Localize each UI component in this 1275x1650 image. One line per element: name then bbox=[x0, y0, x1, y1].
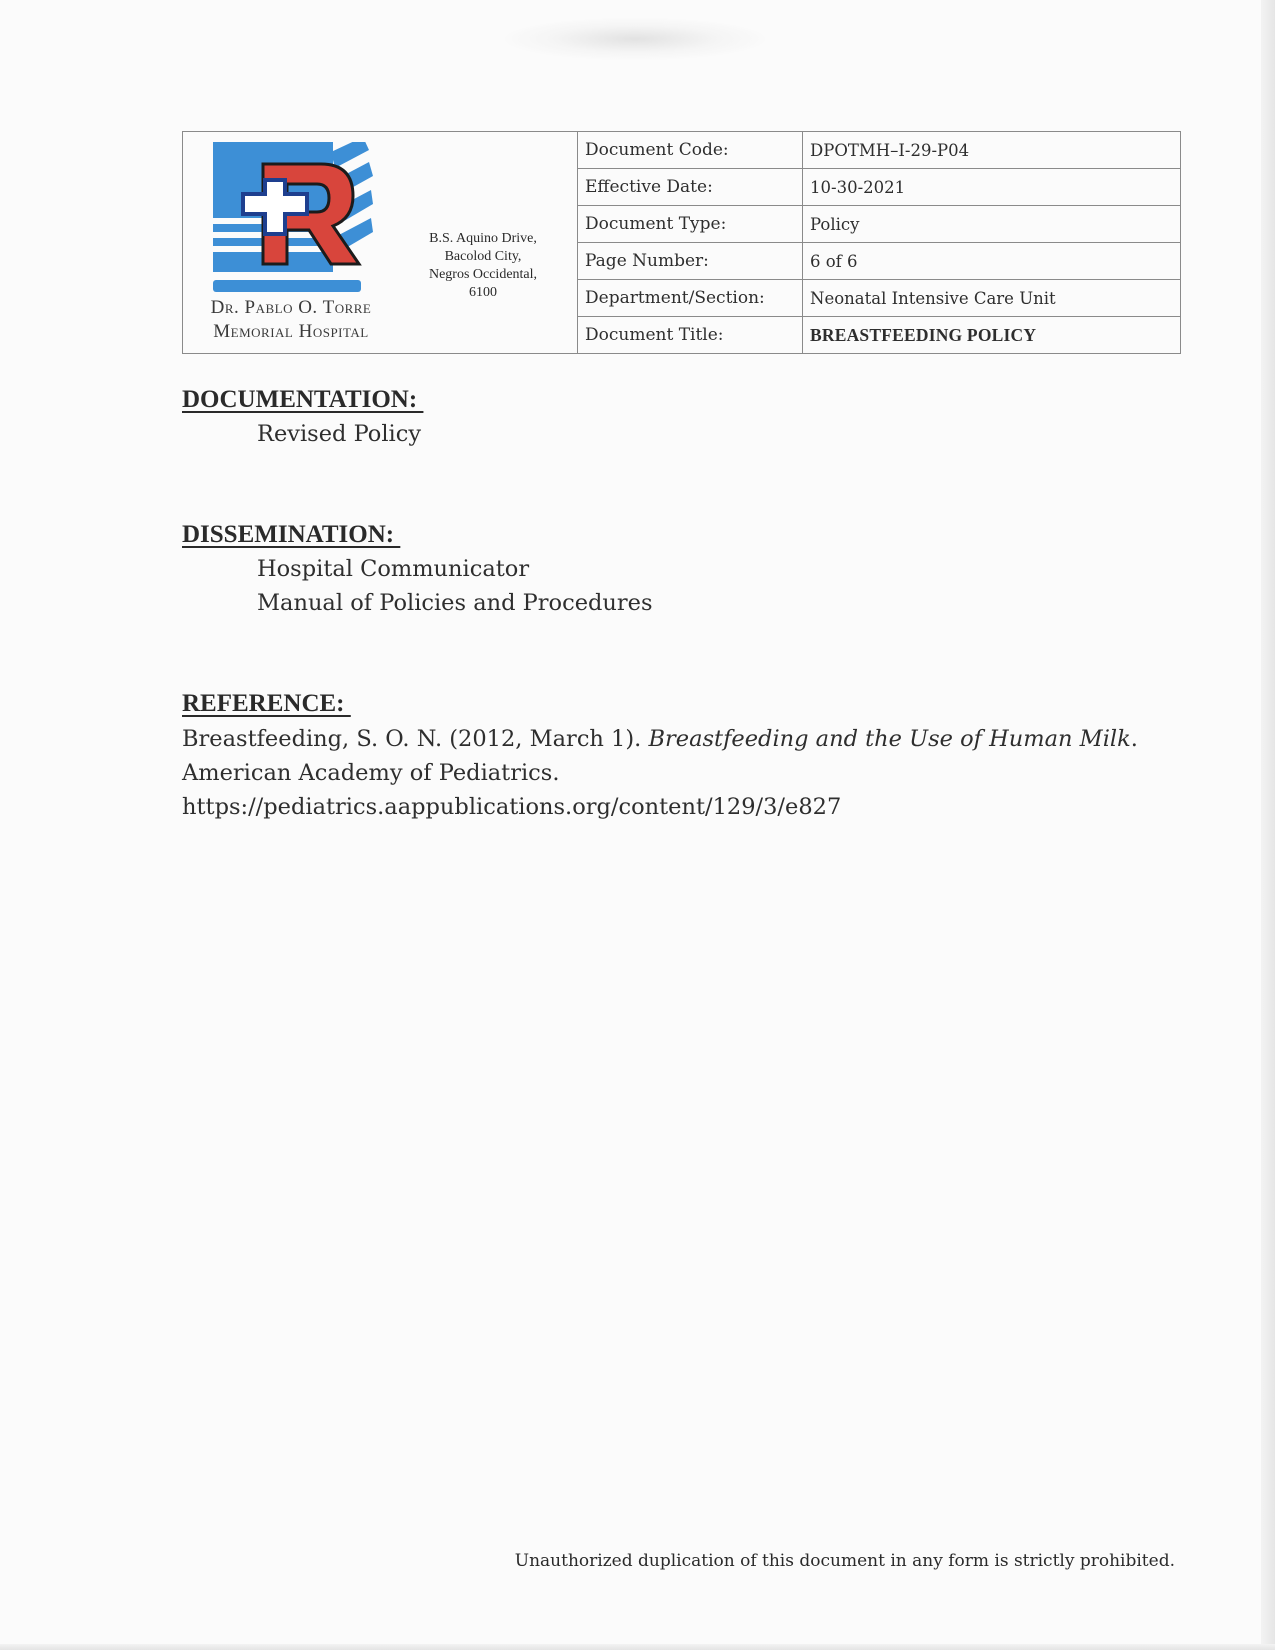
reference-heading: REFERENCE: bbox=[182, 690, 351, 717]
dissemination-heading: DISSEMINATION: bbox=[182, 521, 401, 548]
info-value-effective-date: 10-30-2021 bbox=[810, 177, 906, 197]
info-value-page-number: 6 of 6 bbox=[810, 251, 858, 271]
address-line: Negros Occidental, bbox=[428, 267, 538, 282]
hospital-name-line1: Dr. Pablo O. Torre bbox=[210, 297, 372, 318]
info-value-document-title: BREASTFEEDING POLICY bbox=[810, 324, 1037, 345]
info-label: Document Title: bbox=[578, 317, 803, 353]
page-edge bbox=[1261, 0, 1275, 1650]
info-value-document-code: DPOTMH–I-29-P04 bbox=[810, 140, 970, 160]
documentation-heading: DOCUMENTATION: bbox=[182, 386, 424, 413]
info-row-document-type bbox=[578, 206, 1180, 243]
info-value-department: Neonatal Intensive Care Unit bbox=[810, 288, 1056, 308]
address-line: B.S. Aquino Drive, bbox=[429, 231, 537, 246]
info-row-document-code bbox=[578, 132, 1180, 169]
document-header bbox=[182, 131, 1181, 354]
info-label: Document Type: bbox=[578, 206, 803, 242]
page-edge-bottom bbox=[0, 1644, 1275, 1650]
hospital-identity bbox=[183, 132, 578, 353]
info-row-effective-date bbox=[578, 169, 1180, 206]
citation-title: Breastfeeding and the Use of Human Milk bbox=[648, 726, 1131, 752]
info-row-document-title bbox=[578, 317, 1180, 353]
address-line: 6100 bbox=[469, 285, 497, 300]
dissemination-item: Hospital Communicator bbox=[257, 556, 530, 582]
address-line: Bacolod City, bbox=[444, 249, 522, 264]
info-label: Page Number: bbox=[578, 243, 803, 279]
reference-citation bbox=[182, 722, 1182, 824]
hospital-logo-icon bbox=[213, 142, 373, 297]
hospital-name-line2: Memorial Hospital bbox=[213, 321, 369, 342]
hospital-name bbox=[188, 296, 394, 344]
info-label: Effective Date: bbox=[578, 169, 803, 205]
info-value-document-type: Policy bbox=[810, 214, 860, 234]
info-label: Document Code: bbox=[578, 132, 803, 168]
documentation-item: Revised Policy bbox=[257, 421, 422, 447]
hospital-address bbox=[408, 230, 558, 302]
citation-suffix: . American Academy of Pediatrics. https://pediatrics.aappublications.org/content/129/3/e827 bbox=[182, 726, 1138, 820]
info-row-page-number bbox=[578, 243, 1180, 280]
info-label: Department/Section: bbox=[578, 280, 803, 316]
citation-prefix: Breastfeeding, S. O. N. (2012, March 1). bbox=[182, 726, 649, 752]
scan-smudge bbox=[505, 18, 765, 60]
dissemination-item: Manual of Policies and Procedures bbox=[257, 590, 653, 616]
info-row-department bbox=[578, 280, 1180, 317]
footer-notice: Unauthorized duplication of this document in any form is strictly prohibited. bbox=[514, 1551, 1175, 1571]
document-info-table bbox=[578, 132, 1180, 353]
